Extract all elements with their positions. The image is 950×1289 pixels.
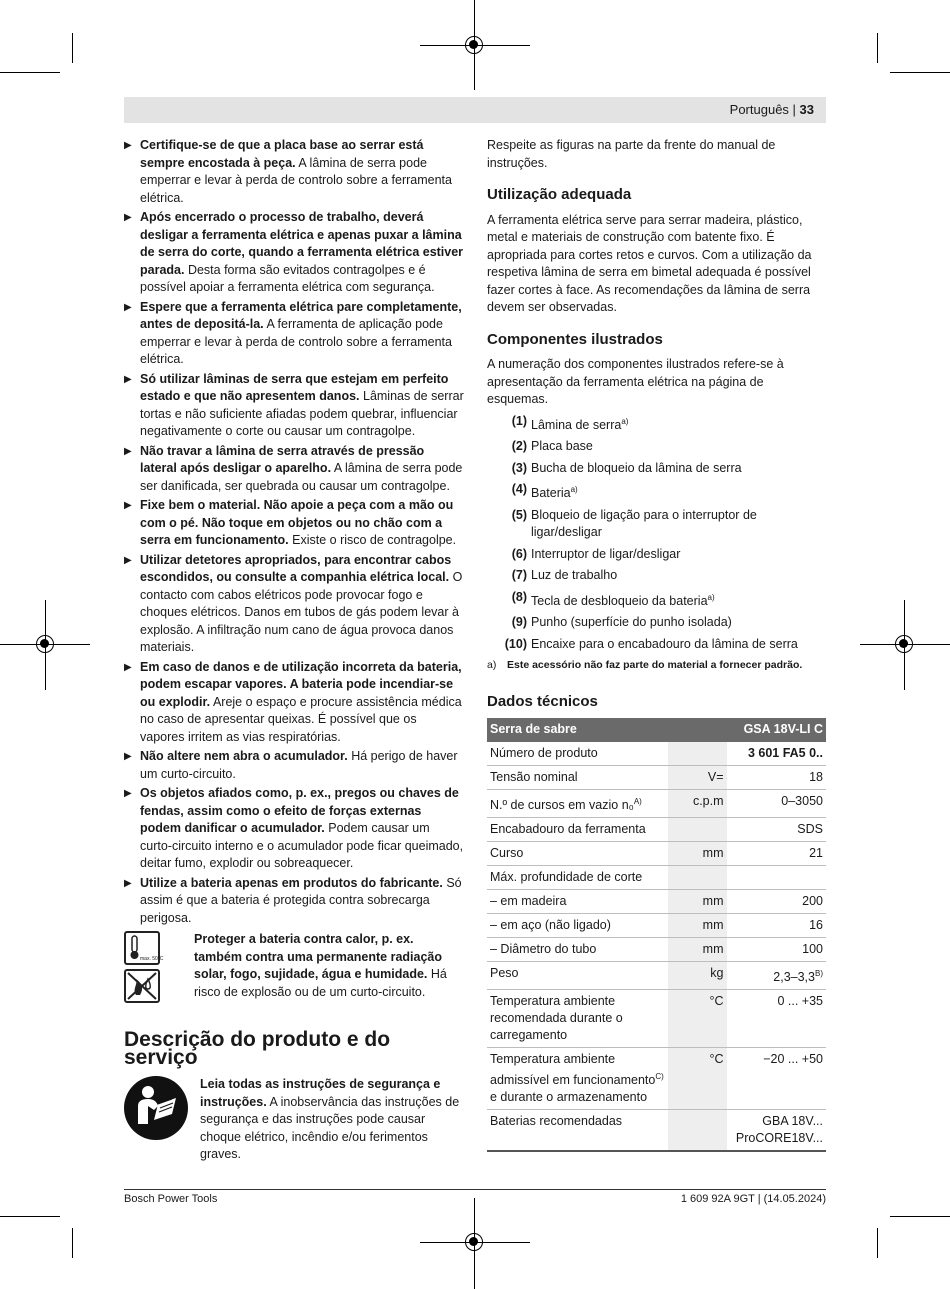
component-label: Lâmina de serra <box>531 417 622 432</box>
safety-bullet <box>124 137 464 207</box>
bullet-bold: Em caso de danos e de utilização incorreta da bateria, podem escapar vapores. A bateria pode incendiar-se ou explodir. <box>140 659 462 709</box>
tech-row <box>487 914 826 938</box>
tech-row <box>487 742 826 766</box>
heat-warning-bold: Proteger a bateria contra calor, p. ex. também contra uma permanente radiação solar, fogo, sujidade, água e humidade. <box>194 932 442 981</box>
component-item <box>487 481 826 503</box>
safety-bullet <box>124 497 464 550</box>
tech-param: Curso <box>487 842 668 866</box>
tech-value: 21 <box>727 842 827 866</box>
section-title: Descrição do produto e do serviço <box>124 1028 391 1069</box>
component-label: Placa base <box>531 439 593 454</box>
bullet-bold: Não altere nem abra o acumulador. <box>140 749 348 763</box>
crop-mark <box>72 1228 73 1258</box>
crop-mark <box>890 1216 950 1217</box>
component-item <box>487 589 826 611</box>
safety-bullet-list <box>124 137 464 927</box>
tech-row <box>487 890 826 914</box>
component-item <box>487 567 826 585</box>
bullet-bold: Certifique-se de que a placa base ao serrar está sempre encostada à peça. <box>140 138 424 170</box>
safety-bullet <box>124 659 464 747</box>
component-number: (9) <box>511 615 527 630</box>
tech-unit <box>668 742 726 766</box>
tech-row <box>487 938 826 962</box>
tech-unit: °C <box>668 990 726 1048</box>
safety-bullet <box>124 209 464 297</box>
component-label: Luz de trabalho <box>531 568 618 583</box>
tech-header-label: Serra de sabre <box>487 718 668 742</box>
component-label: Tecla de desbloqueio da bateria <box>531 593 708 608</box>
page-footer <box>124 1189 826 1205</box>
crop-mark <box>877 1228 878 1258</box>
right-column <box>487 137 826 1152</box>
tech-param: – Diâmetro do tubo <box>487 938 668 962</box>
tech-value: −20 ... +50 <box>727 1048 827 1110</box>
component-item <box>487 413 826 435</box>
safety-bullet <box>124 875 464 928</box>
tech-param: Máx. profundidade de corte <box>487 866 668 890</box>
component-footnote-ref: a) <box>707 592 715 602</box>
read-instructions-notice <box>124 1076 464 1164</box>
component-label: Bateria <box>531 486 571 501</box>
crop-mark <box>890 72 950 73</box>
registration-mark <box>465 1233 483 1251</box>
component-label: Encaixe para o encabadouro da lâmina de serra <box>531 636 798 651</box>
component-item <box>487 546 826 564</box>
tech-value: SDS <box>727 818 827 842</box>
tech-data-table <box>487 718 826 1152</box>
bullet-bold: Os objetos afiados como, p. ex., pregos ou chaves de fendas, assim como o efeito de forças externas podem danificar o acumulador. <box>140 786 459 835</box>
bullet-bold: Utilizar detetores apropriados, para encontrar cabos escondidos, ou consulte a companhia elétrica local. <box>140 552 452 584</box>
tech-unit: c.p.m <box>668 789 726 817</box>
tech-param: Encabadouro da ferramenta <box>487 818 668 842</box>
components-title: Componentes ilustrados <box>487 330 663 348</box>
tech-param: N.º de cursos em vazio n₀$^{A)}$ <box>487 789 668 817</box>
component-item <box>487 636 826 654</box>
thermometer-icon <box>124 931 164 965</box>
bullet-text: Só assim é que a bateria é protegida contra sobrecarga perigosa. <box>140 875 462 925</box>
component-label: Bucha de bloqueio da lâmina de serra <box>531 460 742 475</box>
bullet-text: Podem causar um curto-circuito interno e o acumulador pode ficar queimado, deitar fumo, explodir ou sobreaquecer. <box>140 821 464 870</box>
svg-text:max. 50°C: max. 50°C <box>140 956 164 962</box>
tech-value <box>727 866 827 890</box>
component-label: Interruptor de ligar/desligar <box>531 546 681 561</box>
tech-param: Temperatura ambiente admissível em funcionamento$^{C)}$ e durante o armazenamento <box>487 1048 668 1110</box>
tech-param: Peso <box>487 962 668 990</box>
tech-value: 18 <box>727 765 827 789</box>
bullet-text: Desta forma são evitados contragolpes e é possível apoiar a ferramenta elétrica com segurança. <box>140 262 435 294</box>
tech-row <box>487 842 826 866</box>
page-number: 33 <box>799 102 814 117</box>
bullet-text: A lâmina de serra pode emperrar e levar à perda de controlo sobre a ferramenta elétrica. <box>140 155 452 205</box>
tech-param: Tensão nominal <box>487 765 668 789</box>
registration-mark <box>465 36 483 54</box>
component-number: (3) <box>511 460 527 475</box>
crop-mark <box>72 33 73 63</box>
bullet-bold: Não travar a lâmina de serra através de pressão lateral após desligar o aparelho. <box>140 443 425 475</box>
page-language: Português | 33 <box>729 102 814 117</box>
left-column <box>124 137 464 1164</box>
tech-row <box>487 1048 826 1110</box>
usage-title: Utilização adequada <box>487 186 632 203</box>
read-manual-icon <box>124 1076 188 1140</box>
tech-unit: mm <box>668 890 726 914</box>
safety-bullet <box>124 371 464 441</box>
tech-param: – em aço (não ligado) <box>487 914 668 938</box>
crop-mark <box>0 1216 60 1217</box>
read-notice-bold: Leia todas as instruções de segurança e instruções. <box>200 1077 441 1109</box>
tech-row <box>487 1110 826 1152</box>
tech-header-model: GSA 18V-LI C <box>727 718 827 742</box>
tech-unit: V= <box>668 765 726 789</box>
bullet-text: Há perigo de haver um curto-circuito. <box>140 749 458 781</box>
registration-mark <box>895 635 913 653</box>
tech-row <box>487 765 826 789</box>
tech-row <box>487 818 826 842</box>
tech-unit: mm <box>668 938 726 962</box>
component-label: Punho (superfície do punho isolada) <box>531 615 732 630</box>
bullet-bold: Após encerrado o processo de trabalho, deverá desligar a ferramenta elétrica e apenas puxar a lâmina de serra do corte, quando a ferramenta elétrica estiver parada. <box>140 210 464 277</box>
page-header <box>124 97 826 123</box>
tech-param: – em madeira <box>487 890 668 914</box>
tech-value: 0 ... +35 <box>727 990 827 1048</box>
tech-row <box>487 866 826 890</box>
bullet-text: O contacto com cabos elétricos pode provocar fogo e choques elétricos. Danos em tubos de gás podem levar à explosão. A infiltração num cano de água provoca danos materiais. <box>140 570 463 654</box>
bullet-bold: Utilize a bateria apenas em produtos do fabricante. <box>140 875 443 890</box>
footnote: a) Este acessório não faz parte do material a fornecer padrão. <box>487 659 803 672</box>
tech-row <box>487 990 826 1048</box>
component-footnote-ref: a) <box>621 416 629 426</box>
component-label: Bloqueio de ligação para o interruptor de ligar/desligar <box>531 507 757 540</box>
tech-value: 0–3050 <box>727 789 827 817</box>
tech-param: Baterias recomendadas <box>487 1110 668 1152</box>
tech-param: Número de produto <box>487 742 668 766</box>
no-fire-water-icon <box>124 969 160 1003</box>
tech-unit: mm <box>668 914 726 938</box>
components-intro: A numeração dos componentes ilustrados refere-se à apresentação da ferramenta elétrica na página de esquemas. <box>487 357 784 406</box>
bullet-text: A lâmina de serra pode ser danificada, ser quebrada ou causar um contragolpe. <box>140 461 463 493</box>
component-list <box>487 413 826 654</box>
component-number: (2) <box>511 439 527 454</box>
footer-brand: Bosch Power Tools <box>124 1193 218 1205</box>
bullet-bold: Fixe bem o material. Não apoie a peça com a mão ou com o pé. Não toque em objetos ou no chão com a serra em funcionamento. <box>140 498 454 547</box>
tech-row <box>487 962 826 990</box>
bullet-text: Existe o risco de contragolpe. <box>288 533 457 547</box>
tech-value: $2,3-3,3^{B)}$ <box>727 962 827 990</box>
crop-mark <box>0 72 60 73</box>
bullet-text: Lâminas de serrar tortas e não suficiente afiadas podem quebrar, influenciar negativamente o corte ou causar um contragolpe. <box>140 389 464 438</box>
component-number: (7) <box>511 568 527 583</box>
tech-param: Temperatura ambiente recomendada durante o carregamento <box>487 990 668 1048</box>
tech-unit <box>668 866 726 890</box>
tech-value: GBA 18V... ProCORE18V... <box>727 1110 827 1152</box>
tech-title: Dados técnicos <box>487 692 598 710</box>
component-number: (10) <box>504 636 527 651</box>
safety-bullet <box>124 443 464 496</box>
tech-unit <box>668 1110 726 1152</box>
tech-unit: °C <box>668 1048 726 1110</box>
component-number: (1) <box>511 413 527 428</box>
safety-bullet <box>124 299 464 369</box>
component-number: (8) <box>511 589 527 604</box>
tech-value: 3 601 FA5 0.. <box>727 742 827 766</box>
bullet-text: Areje o espaço e procure assistência médica no caso de apresentar queixas. É possível que os vapores irritem as vias respiratórias. <box>140 694 462 744</box>
safety-bullet <box>124 552 464 657</box>
bullet-bold: Espere que a ferramenta elétrica pare completamente, antes de depositá-la. <box>140 299 462 331</box>
intro-text: Respeite as figuras na parte da frente do manual de instruções. <box>487 138 776 170</box>
component-item <box>487 460 826 478</box>
bullet-text: A ferramenta de aplicação pode emperrar e levar à perda de controlo sobre a ferramenta elétrica. <box>140 317 452 366</box>
registration-mark <box>36 635 54 653</box>
tech-table-header <box>487 718 826 742</box>
usage-text: A ferramenta elétrica serve para serrar madeira, plástico, metal e materiais de construção com batente fixo. É apropriada para cortes retos e curvos. Com a utilização da respetiva lâmina de serra em bimetal adequada é possível fazer cortes à face. As recomendações da lâmina de serra devem ser observadas. <box>487 212 812 314</box>
component-number: (6) <box>511 546 527 561</box>
safety-bullet <box>124 785 464 873</box>
read-notice-text: A inobservância das instruções de segurança e das instruções pode causar choque elétrico, incêndio e/ou ferimentos graves. <box>200 1094 460 1161</box>
tech-value: 16 <box>727 914 827 938</box>
tech-unit: mm <box>668 842 726 866</box>
tech-unit: kg <box>668 962 726 990</box>
heat-warning-text: Há risco de explosão ou de um curto-circuito. <box>194 967 447 999</box>
safety-bullet <box>124 748 464 783</box>
tech-header-unit <box>668 718 726 742</box>
component-number: (5) <box>511 507 527 522</box>
footer-doc-id: 1 609 92A 9GT | (14.05.2024) <box>680 1193 826 1205</box>
crop-mark <box>877 33 878 63</box>
tech-value: 100 <box>727 938 827 962</box>
component-item <box>487 507 826 542</box>
tech-unit <box>668 818 726 842</box>
component-item <box>487 614 826 632</box>
tech-row <box>487 789 826 817</box>
component-number: (4) <box>511 482 527 497</box>
component-footnote-ref: a) <box>570 485 578 495</box>
bullet-bold: Só utilizar lâminas de serra que estejam em perfeito estado e que não apresentem danos. <box>140 371 449 403</box>
component-item <box>487 438 826 456</box>
tech-value: 200 <box>727 890 827 914</box>
heat-warning <box>124 931 464 1007</box>
